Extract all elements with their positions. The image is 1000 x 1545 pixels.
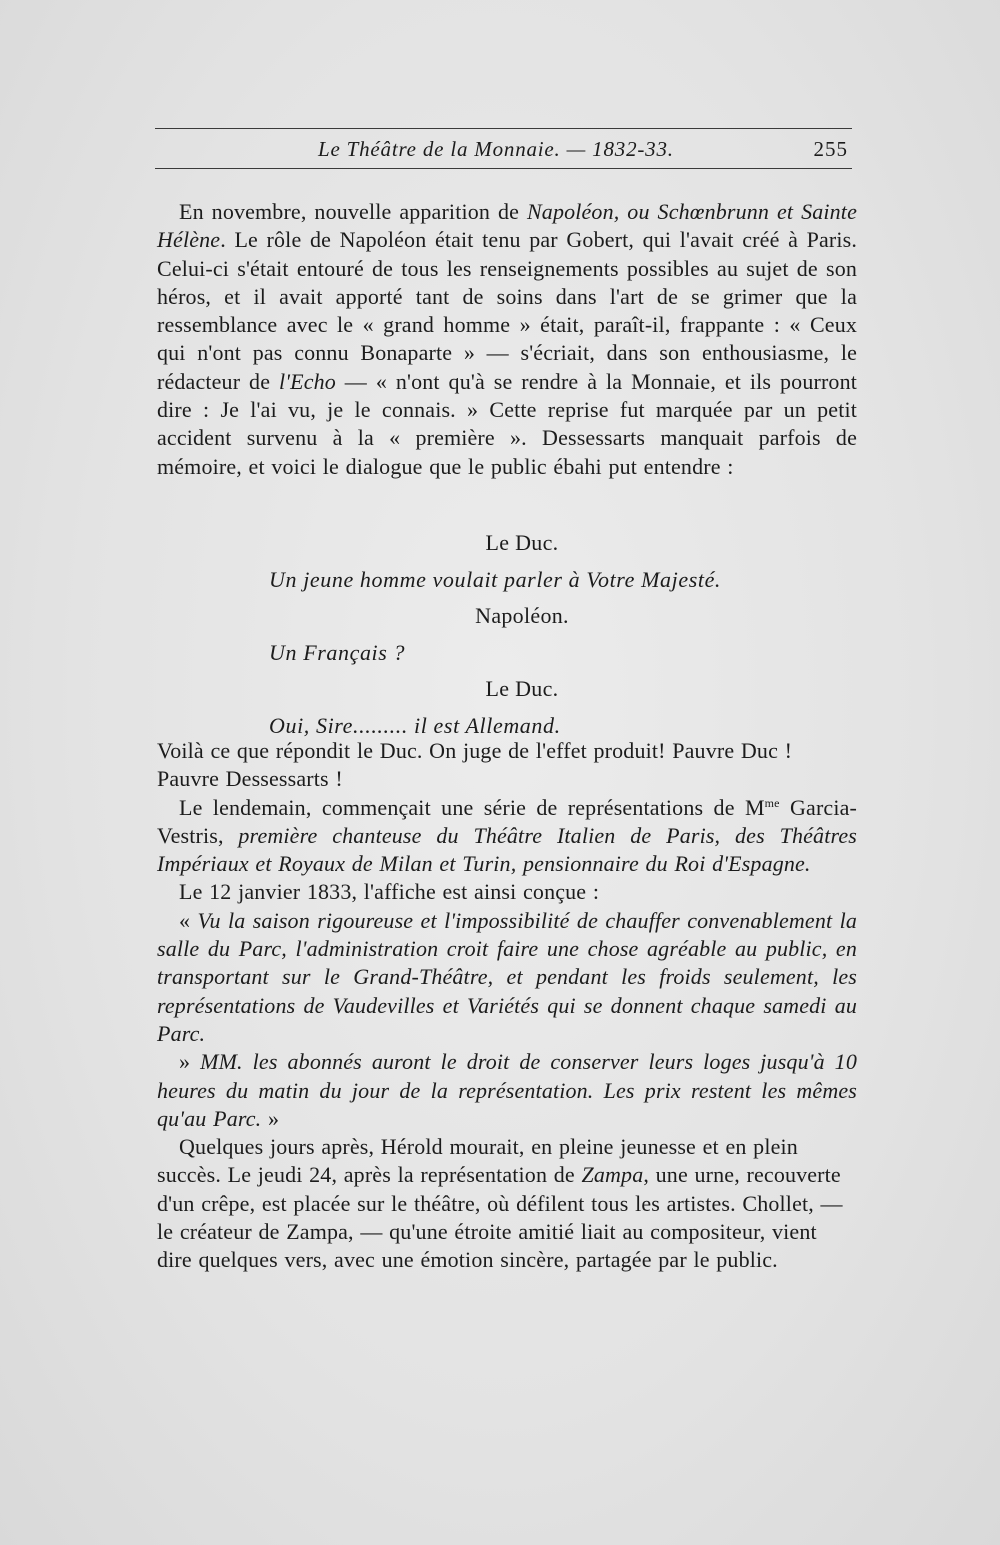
paragraph-7	[157, 1133, 857, 1274]
p3-superscript: me	[764, 795, 780, 810]
dialogue-speaker: Le Duc.	[485, 676, 559, 701]
paragraph-3	[157, 794, 857, 879]
p5-open-quote: «	[179, 907, 198, 933]
main-text-continued	[157, 737, 857, 1275]
paragraph-2: Voilà ce que répondit le Duc. On juge de l'effet produit! Pauvre Duc ! Pauvre Dessessarts !	[157, 738, 793, 792]
paragraph-napoleon-revival	[157, 198, 857, 481]
paragraph-4: Le 12 janvier 1833, l'affiche est ainsi conçue :	[179, 879, 600, 905]
dialogue-block	[157, 525, 857, 744]
paragraph-1	[157, 198, 857, 481]
paragraph-6-poster-quote	[157, 1048, 857, 1133]
paragraph-5-poster-quote	[157, 907, 857, 1048]
running-title: Le Théâtre de la Monnaie. — 1832-33.	[318, 137, 674, 161]
p6-italic: MM. les abonnés auront le droit de conserver leurs loges jusqu'à 10 heures du matin du jour de la représentation. Les prix restent les mêmes qu'au Parc.	[157, 1049, 857, 1131]
p1-text-c: — « n'ont qu'à se rendre à la Monnaie, et ils pourront dire : Je l'ai vu, je le connais. » Cette reprise fut marquée par un petit accident survenu à la « première ». Dessessarts manquait parfois de mémoire, et voici le dialogue que le public ébahi put entendre :	[157, 368, 857, 479]
play-title-napoleon: Napoléon, ou Schœnbrunn et Sainte Hélène	[157, 199, 857, 253]
newspaper-title-echo: l'Echo	[279, 368, 336, 394]
dialogue-speaker: Napoléon.	[475, 603, 569, 628]
p3-text-a: Le lendemain, commençait une série de représentations de M	[179, 794, 765, 820]
dialogue-line: Un Français ?	[269, 639, 406, 665]
dialogue-line: Un jeune homme voulait parler à Votre Majesté.	[269, 566, 722, 592]
p6-close-quote: »	[261, 1105, 280, 1131]
p7-text-b: , une urne, recouverte d'un crêpe, est placée sur le théâtre, où défilent tous les artistes. Chollet, — le créateur de Zampa, — qu'une étroite amitié liait au compositeur, vient dire quelques vers, avec une émotion sincère, partagée par le public.	[157, 1162, 843, 1273]
p7-text-a: Quelques jours après, Hérold mourait, en pleine jeunesse et en plein succès. Le jeudi 24, après la représentation de	[157, 1134, 798, 1188]
p3-text-b: Garcia-Vestris,	[157, 794, 857, 848]
header-rule-top	[155, 128, 852, 129]
dialogue-line: Oui, Sire......... il est Allemand.	[269, 712, 561, 738]
header-rule-bottom	[155, 168, 852, 169]
dialogue-speaker: Le Duc.	[485, 530, 559, 555]
running-header	[155, 132, 852, 166]
p5-italic: Vu la saison rigoureuse et l'impossibilité de chauffer convenablement la salle du Parc, l'administration croit faire une chose agréable au public, en transportant sur le Grand-Théâtre, et pendant les froids seulement, les représentations de Vaudevilles et Variétés qui se donnent chaque samedi au Parc.	[157, 907, 857, 1046]
p1-text-b: . Le rôle de Napoléon était tenu par Gobert, qui l'avait créé à Paris. Celui-ci s'était entouré de tous les renseignements possibles au sujet de son héros, et il avait apporté tant de soins dans l'art de se grimer que la ressemblance avec le « grand homme » était, paraît-il, frappante : « Ceux qui n'ont pas connu Bonaparte » — s'écriait, dans son enthousiasme, le rédacteur de	[157, 227, 857, 394]
p3-italic: première chanteuse du Théâtre Italien de Paris, des Théâtres Impériaux et Royaux de Milan et Turin, pensionnaire du Roi d'Espagne.	[157, 822, 857, 877]
p1-text-a: En novembre, nouvelle apparition de	[179, 199, 527, 224]
page-number: 255	[813, 137, 848, 161]
p6-open-quote: »	[179, 1049, 201, 1075]
opera-title-zampa: Zampa	[581, 1162, 644, 1188]
